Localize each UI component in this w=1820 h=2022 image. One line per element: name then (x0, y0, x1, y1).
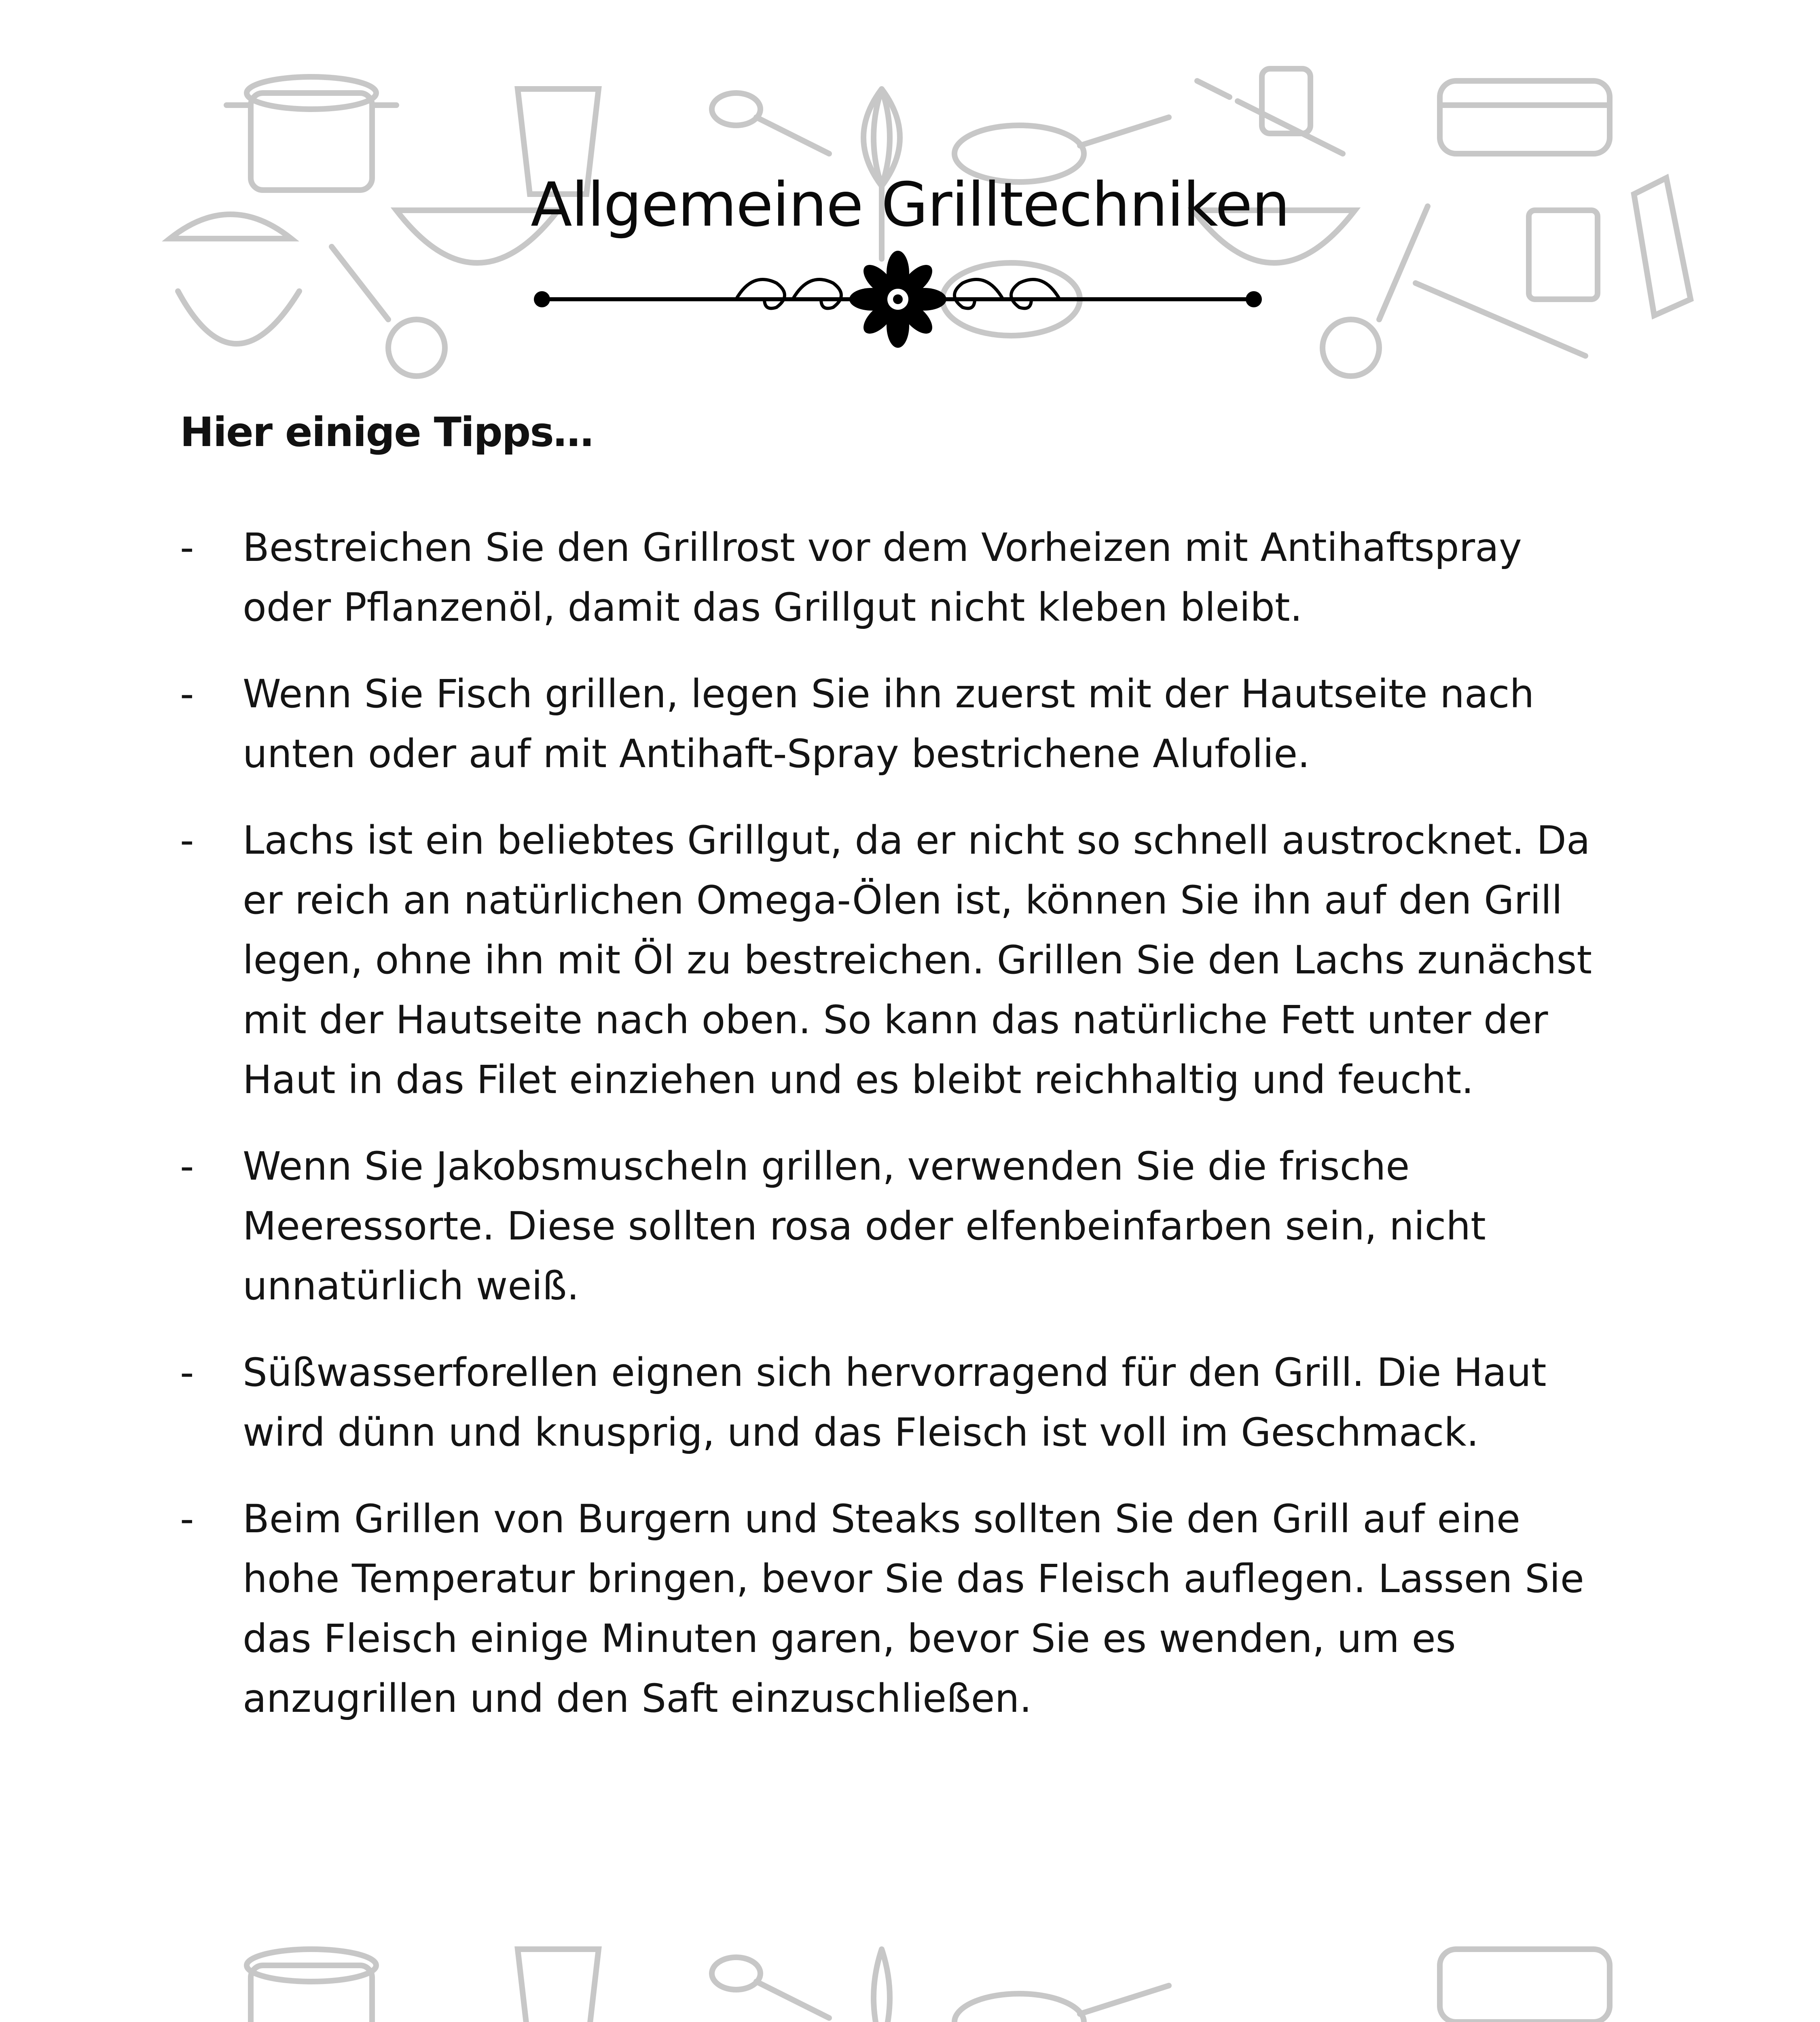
spoon-icon (712, 1957, 829, 2018)
scroll-flourish-right-icon (954, 279, 1060, 309)
bullet-dash: - (180, 525, 194, 570)
list-item (180, 1343, 1620, 1462)
list-item (180, 518, 1620, 637)
list-item-text: Wenn Sie Jakobsmuscheln grillen, verwenden Sie die frische Meeressorte. Diese sollten rosa oder elfenbeinfarben sein, nicht unnatürlich weiß. (243, 1144, 1486, 1309)
kitchen-sketch-footer (0, 1901, 1820, 2022)
list-item-text: Lachs ist ein beliebtes Grillgut, da er nicht so schnell austrocknet. Da er reich an natürlichen Omega-Ölen ist, können Sie ihn auf den Grill legen, ohne ihn mit Öl zu bestreichen. Grillen Sie den Lachs zunächst mit der Hautseite nach oben. So kann das natürliche Fett unter der Haut in das Filet einziehen und es bleibt reichhaltig und feucht. (243, 818, 1592, 1102)
bullet-dash: - (180, 1496, 194, 1542)
pot-icon (247, 1949, 376, 2022)
list-item (180, 1489, 1620, 1728)
cake-tin-icon (1440, 81, 1610, 154)
bullet-dash: - (180, 1350, 194, 1395)
list-item-text: Bestreichen Sie den Grillrost vor dem Vorheizen mit Antihaftspray oder Pflanzenöl, damit das Grillgut nicht kleben bleibt. (243, 525, 1522, 630)
page-title: Allgemeine Grilltechniken (531, 170, 1289, 240)
frying-pan-icon (954, 1986, 1169, 2022)
bullet-dash: - (180, 671, 194, 717)
tips-list (180, 518, 1620, 1755)
list-item (180, 664, 1620, 784)
list-item-text: Beim Grillen von Burgern und Steaks sollten Sie den Grill auf eine hohe Temperatur bringen, bevor Sie das Fleisch auflegen. Lassen Sie das Fleisch einige Minuten garen, bevor Sie es wenden, um es anzugrillen und den Saft einzuschließen. (243, 1496, 1584, 1721)
bullet-dash: - (180, 1144, 194, 1189)
spoon-icon (712, 93, 829, 154)
list-item-text: Wenn Sie Fisch grillen, legen Sie ihn zuerst mit der Hautseite nach unten oder auf mit Antihaft-Spray bestrichene Alufolie. (243, 671, 1534, 776)
bullet-dash: - (180, 818, 194, 863)
section-subtitle: Hier einige Tipps… (180, 408, 593, 456)
title-ornament-divider (526, 251, 1270, 348)
cake-tin-icon (1440, 1949, 1610, 2022)
flower-ornament-icon (849, 251, 946, 348)
rolling-pin-icon (1416, 283, 1585, 356)
list-item (180, 1136, 1620, 1316)
knife-icon (1197, 81, 1343, 154)
whisk-icon (874, 1949, 890, 2022)
list-item (180, 810, 1620, 1110)
list-item-text: Süßwasserforellen eignen sich hervorragend für den Grill. Die Haut wird dünn und knusprig, und das Fleisch ist voll im Geschmack. (243, 1350, 1547, 1455)
glass-icon (518, 1949, 599, 2022)
scroll-flourish-left-icon (736, 279, 841, 309)
